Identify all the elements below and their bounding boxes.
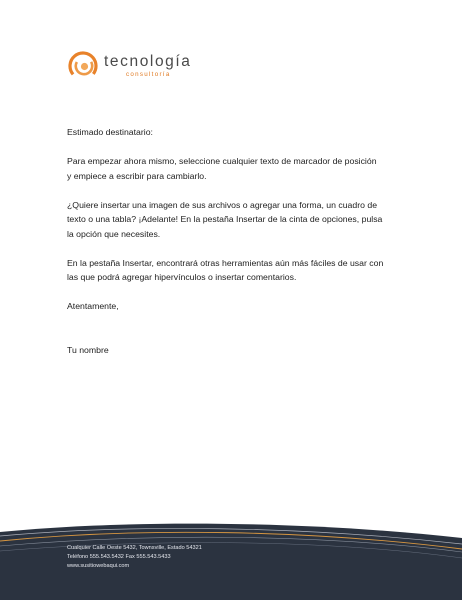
closing: Atentamente, [67, 301, 119, 311]
paragraph-3: En la pestaña Insertar, encontrará otras herramientas aún más fáciles de usar con las que podrá agregar hipervínculos o insertar comentarios. [67, 257, 384, 282]
signature-gap [67, 328, 387, 343]
footer-contact [67, 544, 202, 571]
salutation: Estimado destinatario: [67, 127, 153, 137]
footer-address: Cualquier Calle Oeste 5432, Townsville, Estado 54321 [67, 545, 202, 551]
swirl-logo-icon [68, 51, 98, 81]
signature: Tu nombre [67, 344, 109, 355]
logo-subtitle: consultoría [126, 70, 171, 78]
paragraph-2: ¿Quiere insertar una imagen de sus archivos o agregar una forma, un cuadro de texto o una tabla? ¡Adelante! En la pestaña Insertar de la cinta de opciones, pulsa la opción que necesites. [67, 199, 383, 239]
letter-body [67, 125, 387, 372]
logo-name: tecnología [104, 53, 192, 71]
logo-text [104, 54, 192, 78]
paragraph-1: Para empezar ahora mismo, seleccione cualquier texto de marcador de posición y empiece a escribir para cambiarlo. [67, 156, 377, 181]
footer-phone: Teléfono 555.543.5432 Fax 555.543.5433 [67, 554, 171, 560]
company-logo [68, 51, 192, 81]
footer-website[interactable]: www.susitiowebaqui.com [67, 563, 130, 569]
